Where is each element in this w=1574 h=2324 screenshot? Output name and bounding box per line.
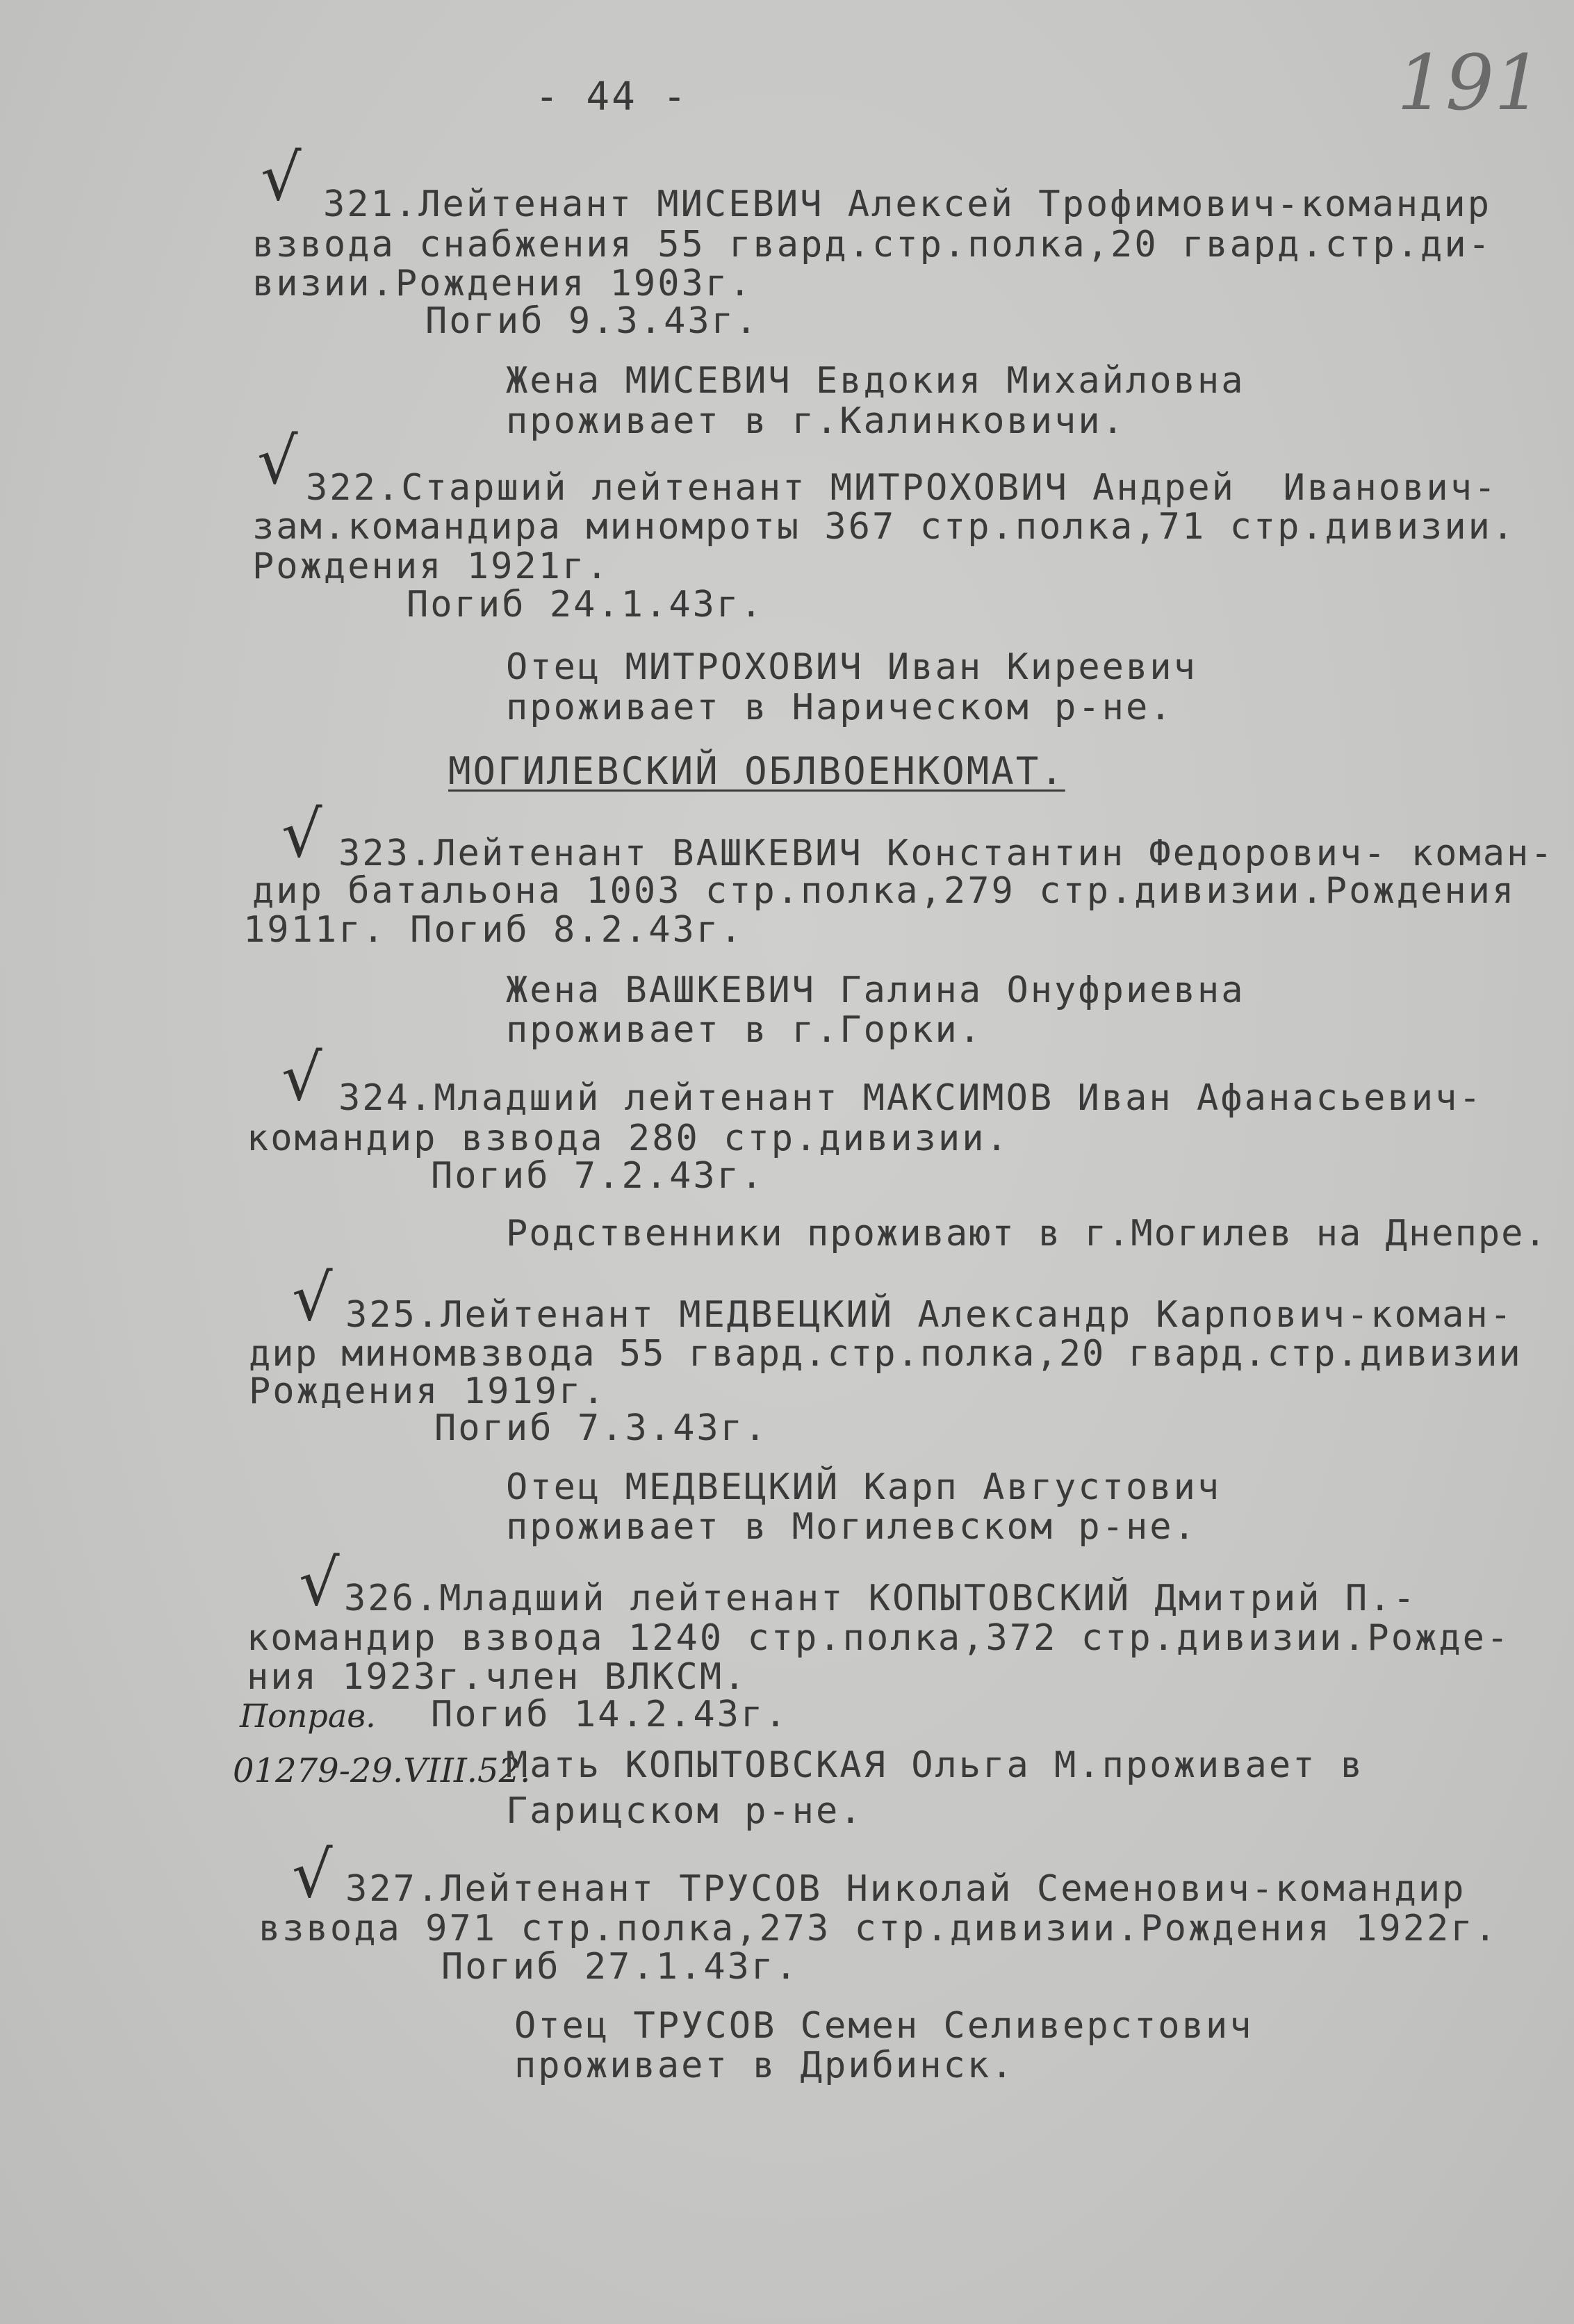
entry-323-line-1: 323.Лейтенант ВАШКЕВИЧ Константин Федорович- коман- (338, 833, 1555, 874)
entry-322-line-2: зам.командира миномроты 367 стр.полка,71 стр.дивизии. (252, 506, 1516, 548)
entry-326-relative-2: Гарицском р-не. (506, 1790, 864, 1832)
entry-321-line-3: визии.Рождения 1903г. (252, 263, 753, 304)
entry-324-relative-1: Родственники проживают в г.Могилев на Днепре. (506, 1213, 1548, 1254)
entry-326-line-2: командир взвода 1240 стр.полка,372 стр.дивизии.Рожде- (247, 1617, 1511, 1659)
entry-326-line-3: ния 1923г.член ВЛКСМ. (247, 1656, 748, 1698)
entry-325-relative-2: проживает в Могилевском р-не. (506, 1506, 1197, 1548)
handwritten-correction-note: Поправ. (240, 1697, 376, 1735)
entry-322-death: Погиб 24.1.43г. (407, 584, 764, 625)
checkmark-icon: √ (292, 1261, 333, 1335)
section-heading: МОГИЛЕВСКИЙ ОБЛВОЕНКОМАТ. (448, 749, 1065, 793)
entry-326-line-1: 326.Младший лейтенант КОПЫТОВСКИЙ Дмитрий П.- (344, 1578, 1417, 1619)
entry-324-death: Погиб 7.2.43г. (431, 1155, 765, 1197)
page-number: - 44 - (535, 74, 689, 120)
entry-327-line-2: взвода 971 стр.полка,273 стр.дивизии.Рождения 1922г. (259, 1908, 1498, 1949)
entry-326-relative-1: Мать КОПЫТОВСКАЯ Ольга М.проживает в (506, 1744, 1365, 1786)
entry-322-relative-1: Отец МИТРОХОВИЧ Иван Киреевич (506, 646, 1197, 688)
entry-323-line-3: 1911г. Погиб 8.2.43г. (243, 909, 744, 951)
entry-325-death: Погиб 7.3.43г. (434, 1407, 769, 1449)
entry-325-relative-1: Отец МЕДВЕЦКИЙ Карп Августович (506, 1466, 1222, 1508)
checkmark-icon: √ (281, 1040, 322, 1115)
entry-326-death: Погиб 14.2.43г. (431, 1694, 789, 1735)
entry-327-relative-2: проживает в Дрибинск. (514, 2045, 1015, 2086)
entry-322-line-1: 322.Старший лейтенант МИТРОХОВИЧ Андрей Иванович- (306, 467, 1498, 509)
entry-325-line-3: Рождения 1919г. (249, 1370, 607, 1412)
entry-327-line-1: 327.Лейтенант ТРУСОВ Николай Семенович-командир (345, 1868, 1466, 1910)
checkmark-icon: √ (292, 1838, 333, 1912)
checkmark-icon: √ (299, 1546, 340, 1620)
entry-322-line-3: Рождения 1921г. (252, 546, 610, 587)
entry-321-relative-1: Жена МИСЕВИЧ Евдокия Михайловна (506, 360, 1245, 402)
entry-321-line-2: взвода снабжения 55 гвард.стр.полка,20 гвард.стр.ди- (252, 224, 1492, 265)
entry-325-line-2: дир миномвзвода 55 гвард.стр.полка,20 гвард.стр.дивизии (249, 1333, 1522, 1375)
checkmark-icon: √ (281, 797, 322, 872)
entry-327-death: Погиб 27.1.43г. (441, 1946, 799, 1988)
handwritten-reference-number: 01279-29.VIII.52. (233, 1751, 531, 1790)
entry-322-relative-2: проживает в Нарическом р-не. (506, 687, 1174, 728)
entry-327-relative-1: Отец ТРУСОВ Семен Селиверстович (514, 2005, 1254, 2047)
entry-324-line-1: 324.Младший лейтенант МАКСИМОВ Иван Афанасьевич- (338, 1077, 1483, 1119)
entry-321-relative-2: проживает в г.Калинковичи. (506, 400, 1126, 442)
folio-number: 191 (1397, 38, 1543, 127)
entry-324-line-2: командир взвода 280 стр.дивизии. (247, 1118, 1010, 1159)
entry-323-line-2: дир батальона 1003 стр.полка,279 стр.дивизии.Рождения (252, 870, 1516, 912)
entry-323-relative-1: Жена ВАШКЕВИЧ Галина Онуфриевна (506, 969, 1245, 1011)
checkmark-icon: √ (261, 140, 302, 215)
entry-321-death: Погиб 9.3.43г. (425, 300, 760, 342)
entry-325-line-1: 325.Лейтенант МЕДВЕЦКИЙ Александр Карпович-коман- (345, 1294, 1514, 1336)
entry-321-line-1: 321.Лейтенант МИСЕВИЧ Алексей Трофимович-командир (323, 183, 1492, 225)
entry-323-relative-2: проживает в г.Горки. (506, 1009, 983, 1051)
checkmark-icon: √ (257, 424, 298, 498)
